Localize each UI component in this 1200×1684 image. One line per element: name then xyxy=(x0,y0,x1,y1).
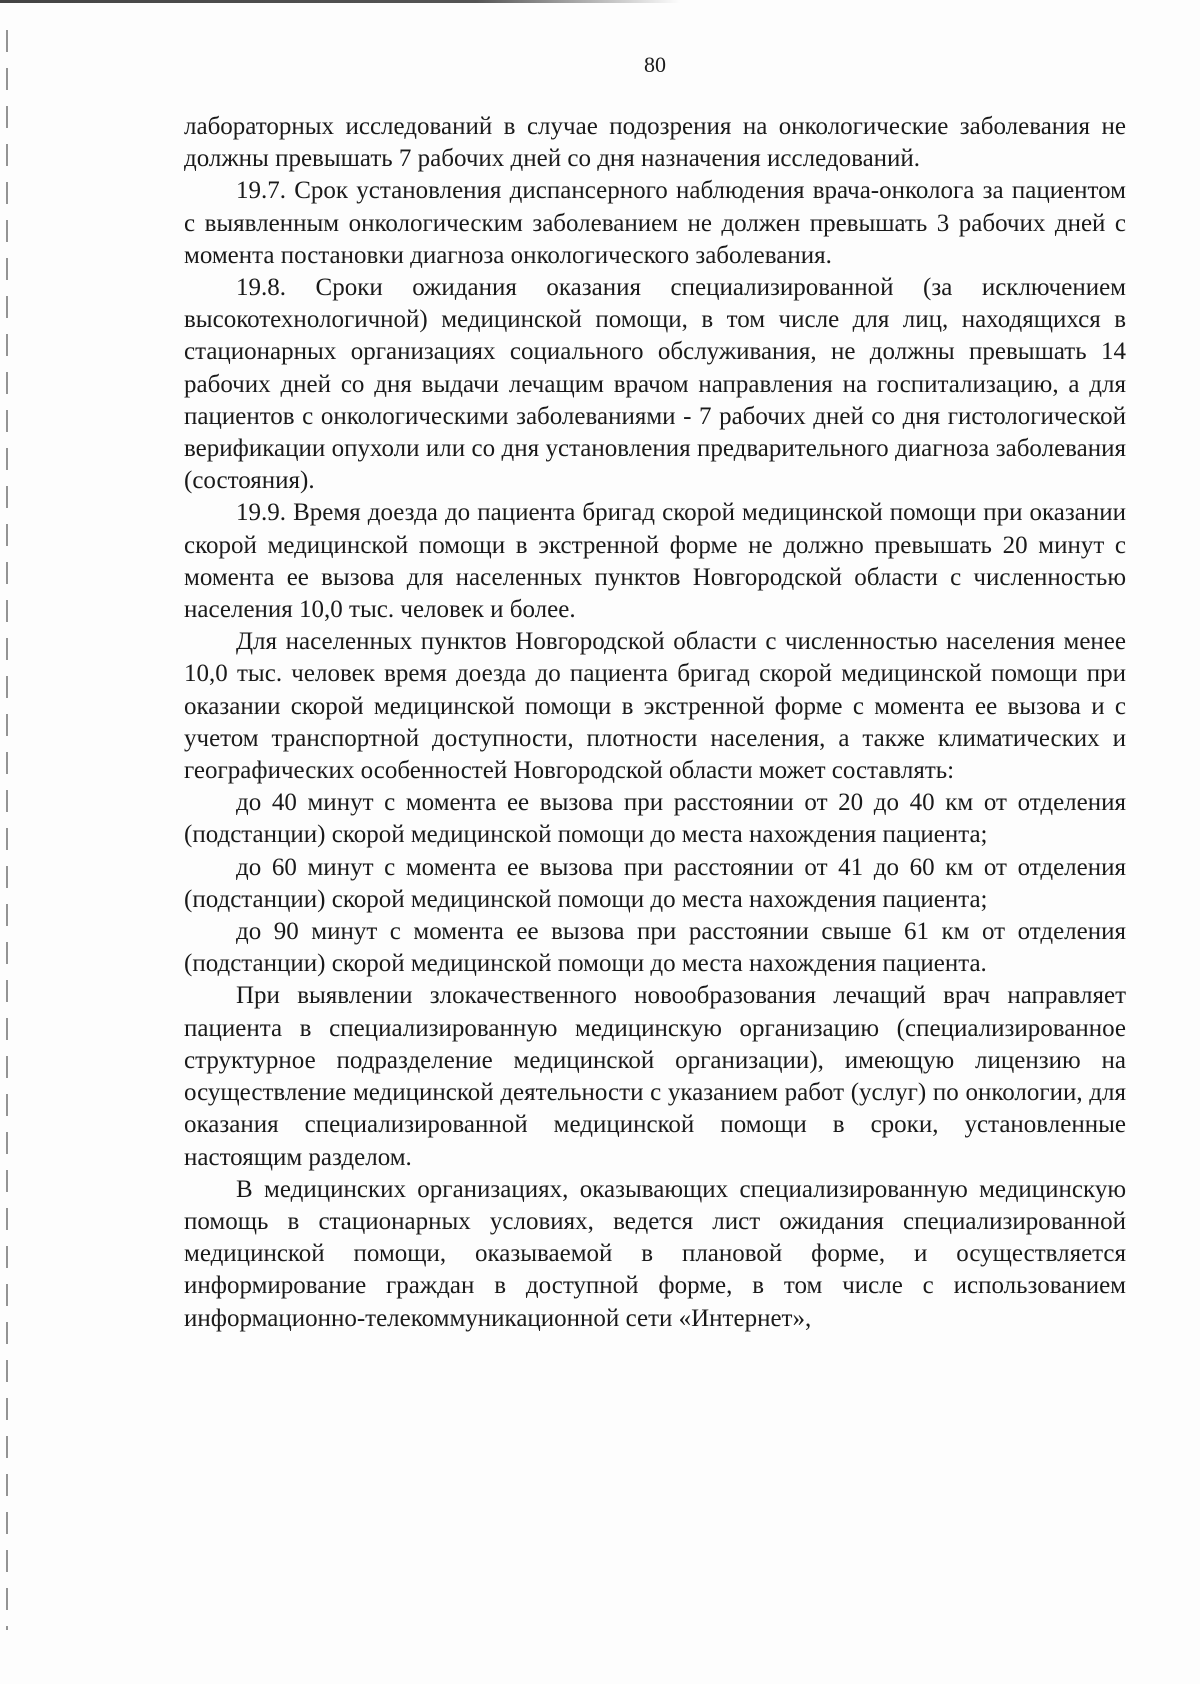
document-body xyxy=(184,111,1126,1335)
paragraph-40-minutes: до 40 минут с момента ее вызова при расстоянии от 20 до 40 км от отделения (подстанции) скорой медицинской помощи до места нахождения пациента; xyxy=(184,789,1126,849)
paragraph-90-minutes: до 90 минут с момента ее вызова при расстоянии свыше 61 км от отделения (подстанции) скорой медицинской помощи до места нахождения пациента. xyxy=(184,918,1126,978)
paragraph-malignant-neoplasm: При выявлении злокачественного новообразования лечащий врач направляет пациента в специализированную медицинскую организацию (специализированное структурное подразделение медицинской организации), имеющую лицензию на осуществление медицинской деятельности с указанием работ (услуг) по онкологии, для оказания специализированной медицинской помощи в сроки, установленные настоящим разделом. xyxy=(184,982,1126,1171)
paragraph-19-8: 19.8. Сроки ожидания оказания специализированной (за исключением высокотехнологичной) медицинской помощи, в том числе для лиц, находящихся в стационарных организациях социального обслуживания, не должны превышать 14 рабочих дней со дня выдачи лечащим врачом направления на госпитализацию, а для пациентов с онкологическими заболеваниями - 7 рабочих дней со дня гистологической верификации опухоли или со дня установления предварительного диагноза заболевания (состояния). xyxy=(184,274,1126,495)
scan-edge-left xyxy=(6,30,8,1630)
paragraph-small-settlements: Для населенных пунктов Новгородской области с численностью населения менее 10,0 тыс. человек время доезда до пациента бригад скорой медицинской помощи при оказании скорой медицинской помощи в экстренной форме с момента ее вызова и с учетом транспортной доступности, плотности населения, а также климатических и географических особенностей Новгородской области может составлять: xyxy=(184,628,1126,785)
scan-edge-top xyxy=(0,0,680,3)
page-number: 80 xyxy=(644,52,666,77)
paragraph-continued: лабораторных исследований в случае подозрения на онкологические заболевания не должны превышать 7 рабочих дней со дня назначения исследований. xyxy=(184,113,1126,173)
paragraph-waiting-list: В медицинских организациях, оказывающих специализированную медицинскую помощь в стационарных условиях, ведется лист ожидания специализированной медицинской помощи, оказываемой в плановой форме, и осуществляется информирование граждан в доступной форме, в том числе с использованием информационно-телекоммуникационной сети «Интернет», xyxy=(184,1175,1126,1332)
paragraph-19-9: 19.9. Время доезда до пациента бригад скорой медицинской помощи при оказании скорой медицинской помощи в экстренной форме не должно превышать 20 минут с момента ее вызова для населенных пунктов Новгородской области с численностью населения 10,0 тыс. человек и более. xyxy=(184,499,1126,624)
paragraph-19-7: 19.7. Срок установления диспансерного наблюдения врача-онколога за пациентом с выявленным онкологическим заболеванием не должен превышать 3 рабочих дней с момента постановки диагноза онкологического заболевания. xyxy=(184,177,1126,269)
paragraph-60-minutes: до 60 минут с момента ее вызова при расстоянии от 41 до 60 км от отделения (подстанции) скорой медицинской помощи до места нахождения пациента; xyxy=(184,853,1126,913)
